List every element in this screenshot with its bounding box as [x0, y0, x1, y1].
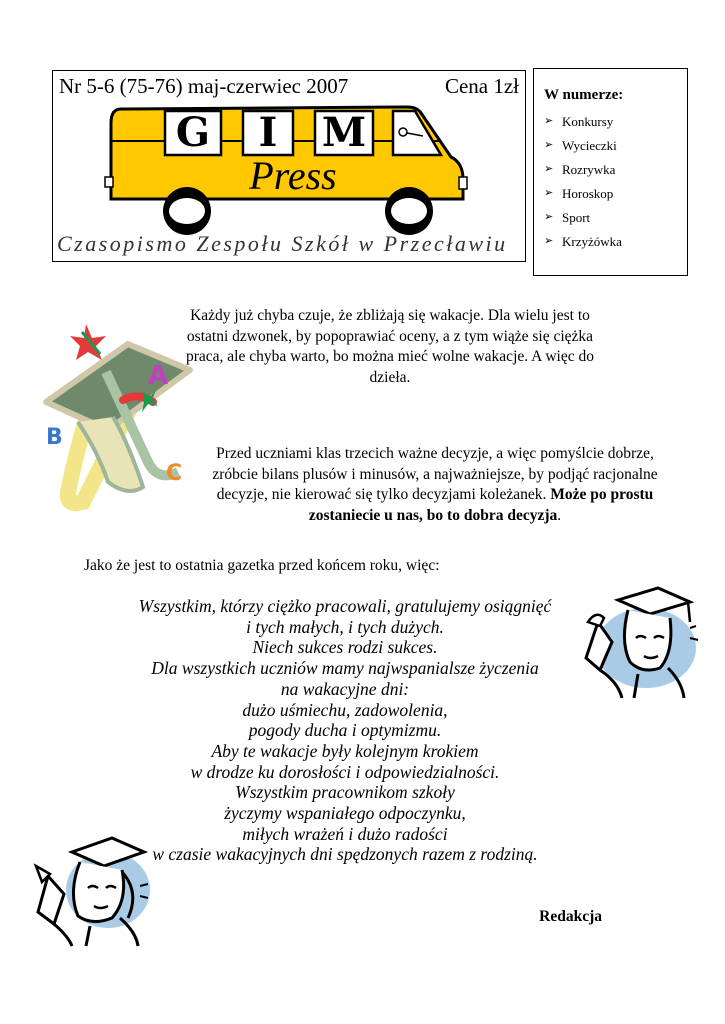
abc-graduation-icon — [38, 322, 198, 522]
bus-logo — [103, 99, 473, 239]
signature: Redakcja — [539, 908, 602, 925]
wish-line: w czasie wakacyjnych dni spędzonych razem z rodziną. — [152, 844, 538, 865]
paragraph-bold-sentence: Może po prostu zostaniecie u nas, bo to dobra decyzja — [308, 486, 654, 524]
arrow-icon: ➢ — [544, 163, 554, 175]
graduate-student-icon — [578, 582, 700, 700]
wish-line: miłych wrażeń i dużo radości — [242, 823, 448, 844]
logo-letter-i: I — [258, 109, 278, 156]
letter-b: B — [46, 425, 63, 450]
wish-line: i tych małych, i tych dużych. — [246, 616, 444, 637]
wish-line: na wakacyjne dni: — [280, 678, 410, 699]
toc-item: ➢ Rozrywka — [544, 162, 616, 177]
arrow-icon: ➢ — [544, 115, 554, 127]
wishes-intro: Jako że jest to ostatnia gazetka przed końcem roku, więc: — [84, 557, 440, 574]
wish-line: w drodze ku dorosłości i odpowiedzialności. — [190, 761, 500, 782]
wish-line: życzymy wspaniałego odpoczynku, — [224, 803, 466, 824]
toc-item: ➢ Krzyżówka — [544, 234, 622, 249]
wish-line: Wszystkim, którzy ciężko pracowali, gratulujemy osiągnięć — [138, 596, 552, 616]
letter-c: C — [166, 461, 183, 486]
masthead — [52, 70, 526, 262]
toc-item: ➢ Konkursy — [544, 114, 614, 129]
table-of-contents — [533, 68, 688, 276]
arrow-icon: ➢ — [544, 139, 554, 151]
arrow-icon: ➢ — [544, 235, 554, 247]
wish-line: Wszystkim pracownikom szkoły — [235, 782, 455, 803]
bus-wheel-right — [385, 187, 433, 235]
wish-line: Aby te wakacje były kolejnym krokiem — [211, 740, 479, 761]
logo-word-press: Press — [249, 153, 337, 198]
arrow-icon: ➢ — [544, 211, 554, 223]
logo-letter-m: M — [321, 109, 367, 156]
toc-item: ➢ Sport — [544, 210, 591, 225]
letter-a: A — [148, 361, 169, 391]
toc-item: ➢ Horoskop — [544, 186, 614, 201]
tagline: Czasopismo Zespołu Szkół w Przecławiu — [57, 231, 508, 256]
paragraph-intro: Każdy już chyba czuje, że zbliżają się wakacje. Dla wielu jest to ostatni dzwonek, by popoprawiać oceny, a z tym wiąże się ciężka praca, ale chyba warto, bo można mieć wolne wakacje. A więc do dzieła. — [186, 307, 594, 386]
arrow-icon: ➢ — [544, 187, 554, 199]
graduate-girl-icon — [28, 832, 152, 948]
logo-letter-g: G — [175, 109, 211, 156]
wish-line: Niech sukces rodzi sukces. — [252, 637, 438, 658]
paragraph-decisions: Przed uczniami klas trzecich ważne decyzje, a więc pomyślcie dobrze, zróbcie bilans plusów i minusów, a najważniejsze, by podjąć racjonalne decyzje, nie kierować się tylko decyzjami koleżanek. Może po prostu zostaniecie u nas, bo to dobra decyzja. — [212, 445, 658, 524]
wish-line: Dla wszystkich uczniów mamy najwspanialsze życzenia — [151, 658, 539, 679]
wishes-poem — [100, 596, 590, 865]
wish-line: dużo uśmiechu, zadowolenia, — [242, 699, 448, 720]
bus-wheel-left — [163, 187, 211, 235]
issue-number: Nr 5-6 (75-76) maj-czerwiec 2007 — [59, 74, 349, 98]
price: Cena 1zł — [444, 74, 519, 98]
wish-line: pogody ducha i optymizmu. — [248, 720, 442, 741]
toc-title: W numerze: — [544, 87, 624, 103]
toc-item: ➢ Wycieczki — [544, 138, 617, 153]
